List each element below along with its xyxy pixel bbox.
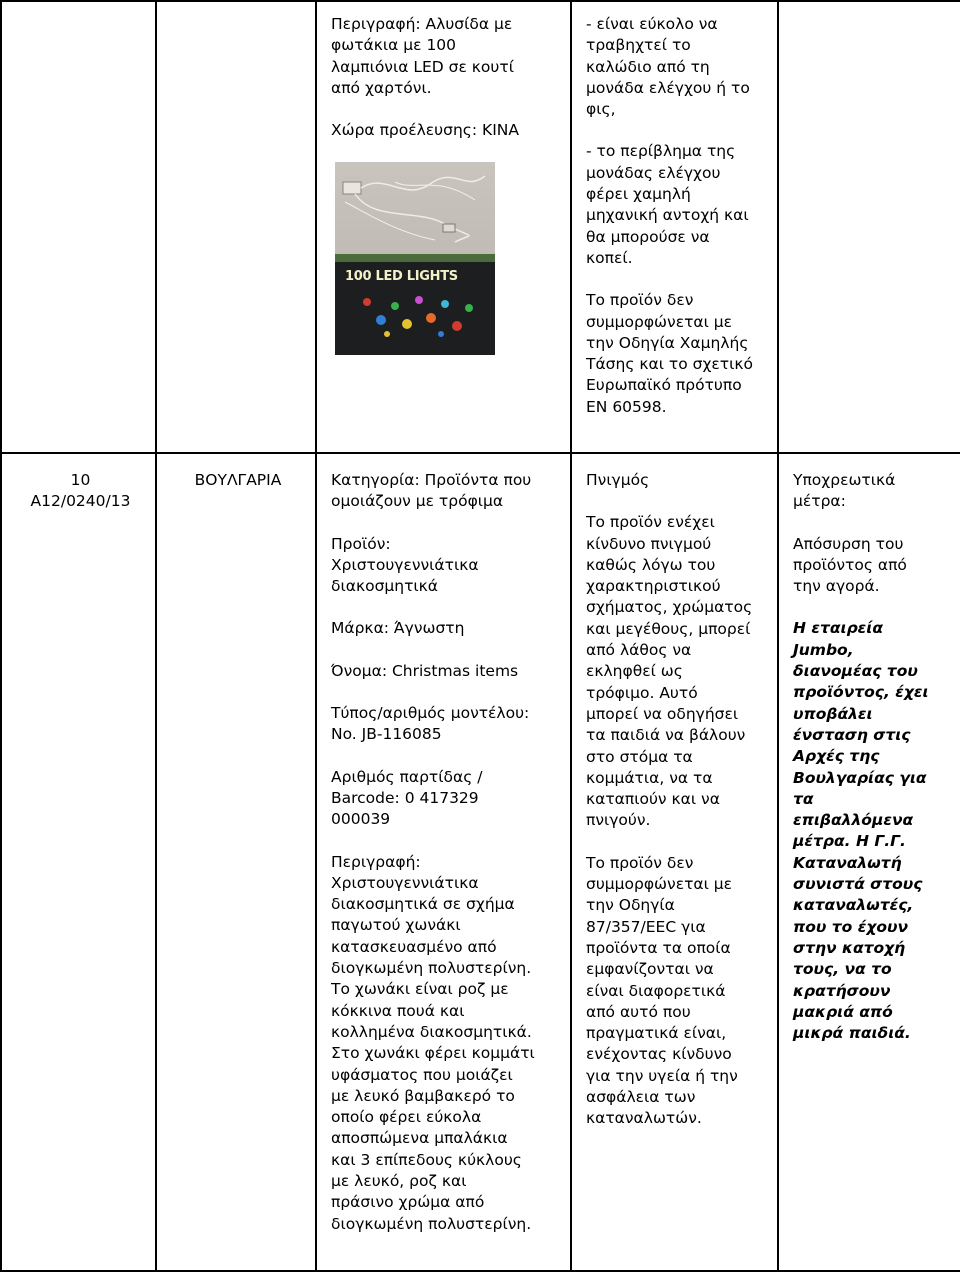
product-category: Κατηγορία: Προϊόντα που ομοιάζουν με τρόφιμα bbox=[331, 471, 532, 511]
product-batch: Αριθμός παρτίδας / Barcode: 0 417329 000039 bbox=[331, 767, 483, 829]
cell-number bbox=[1, 453, 156, 1271]
cell-country-empty bbox=[156, 1, 316, 453]
cell-measures bbox=[778, 453, 960, 1271]
product-brand: Μάρκα: Άγνωστη bbox=[331, 619, 465, 638]
notification-reference: A12/0240/13 bbox=[30, 492, 131, 511]
cell-product-photo bbox=[316, 1, 571, 453]
box-strip bbox=[335, 254, 495, 262]
table-row bbox=[1, 453, 960, 1271]
cell-measures-empty bbox=[778, 1, 960, 453]
product-description: Περιγραφή: Αλυσίδα με φωτάκια με 100 λαμπιόνια LED σε κουτί από χαρτόνι. bbox=[331, 15, 514, 97]
cell-number-empty bbox=[1, 1, 156, 453]
product-name: Προϊόν: Χριστουγεννιάτικα διακοσμητικά bbox=[331, 534, 479, 596]
product-photo bbox=[335, 162, 495, 355]
measures-note: Η εταιρεία Jumbo, διανομέας του προϊόντος, έχει υποβάλει ένσταση στις Αρχές της Βουλγαρίας για τα επιβαλλόμενα μέτρα. Η Γ.Γ. Καταναλωτή συνιστά στους καταναλωτές, που το έχουν στην κατοχή τους, να το κρατήσουν μακριά από μικρά παιδιά. bbox=[793, 619, 929, 1043]
cell-product bbox=[316, 453, 571, 1271]
risk-paragraph: - το περίβλημα της μονάδας ελέγχου φέρει χαμηλή μηχανική αντοχή και θα μπορούσε να κοπεί. bbox=[586, 142, 749, 267]
box-label: 100 LED LIGHTS bbox=[345, 269, 458, 285]
led-lights-graphic bbox=[357, 290, 477, 338]
product-title: Όνομα: Christmas items bbox=[331, 661, 519, 680]
notification-number: 10 bbox=[70, 471, 91, 489]
led-wire-image bbox=[335, 162, 495, 254]
measures-title: Υποχρεωτικά μέτρα: bbox=[793, 471, 896, 511]
risk-paragraph: Το προϊόν δεν συμμορφώνεται με την Οδηγία 87/357/EEC για προϊόντα τα οποία εμφανίζονται να είναι διαφορετικά από αυτό που πραγματικά είναι, ενέχοντας κίνδυνο για την υγεία ή την ασφάλεια των καταναλωτών. bbox=[586, 853, 738, 1128]
cell-country bbox=[156, 453, 316, 1271]
cell-risk bbox=[571, 453, 778, 1271]
risk-paragraph: Το προϊόν δεν συμμορφώνεται με την Οδηγία Χαμηλής Τάσης και το σχετικό Ευρωπαϊκό πρότυπο EN 60598. bbox=[586, 291, 753, 416]
risk-paragraph: Το προϊόν ενέχει κίνδυνο πνιγμού καθώς λόγω του χαρακτηριστικού σχήματος, χρώματος και μεγέθους, μπορεί από λάθος να εκληφθεί ως τρόφιμο. Αυτό μπορεί να οδηγήσει τα παιδιά να βάλουν στο στόμα τα κομμάτια, να τα καταπιούν και να πνιγούν. bbox=[586, 513, 753, 830]
product-origin: Χώρα προέλευσης: ΚΙΝΑ bbox=[331, 121, 519, 140]
notifying-country: ΒΟΥΛΓΑΡΙΑ bbox=[194, 471, 282, 489]
table-row bbox=[1, 1, 960, 453]
risk-type: Πνιγμός bbox=[586, 471, 650, 489]
product-description: Περιγραφή: Χριστουγεννιάτικα διακοσμητικά σε σχήμα παγωτού χωνάκι κατασκευασμένο από διογκωμένη πολυστερίνη. Το χωνάκι είναι ροζ με κόκκινα πουά και κολλημένα διακοσμητικά. Στο χωνάκι φέρει κομμάτι υφάσματος που μοιάζει με λευκό βαμβακερό το οποίο φέρει εύκολα αποσπώμενα μπαλάκια και 3 επίπεδους κύκλους με λευκό, ροζ και πράσινο χρώμα από διογκωμένη πολυστερίνη. bbox=[331, 852, 535, 1233]
risk-paragraph: - είναι εύκολο να τραβηχτεί το καλώδιο από τη μονάδα ελέγχου ή το φις, bbox=[586, 15, 750, 119]
product-model: Τύπος/αριθμός μοντέλου: No. JB-116085 bbox=[331, 704, 530, 744]
cell-risk-top bbox=[571, 1, 778, 453]
measures-text: Απόσυρση του προϊόντος από την αγορά. bbox=[793, 534, 907, 596]
